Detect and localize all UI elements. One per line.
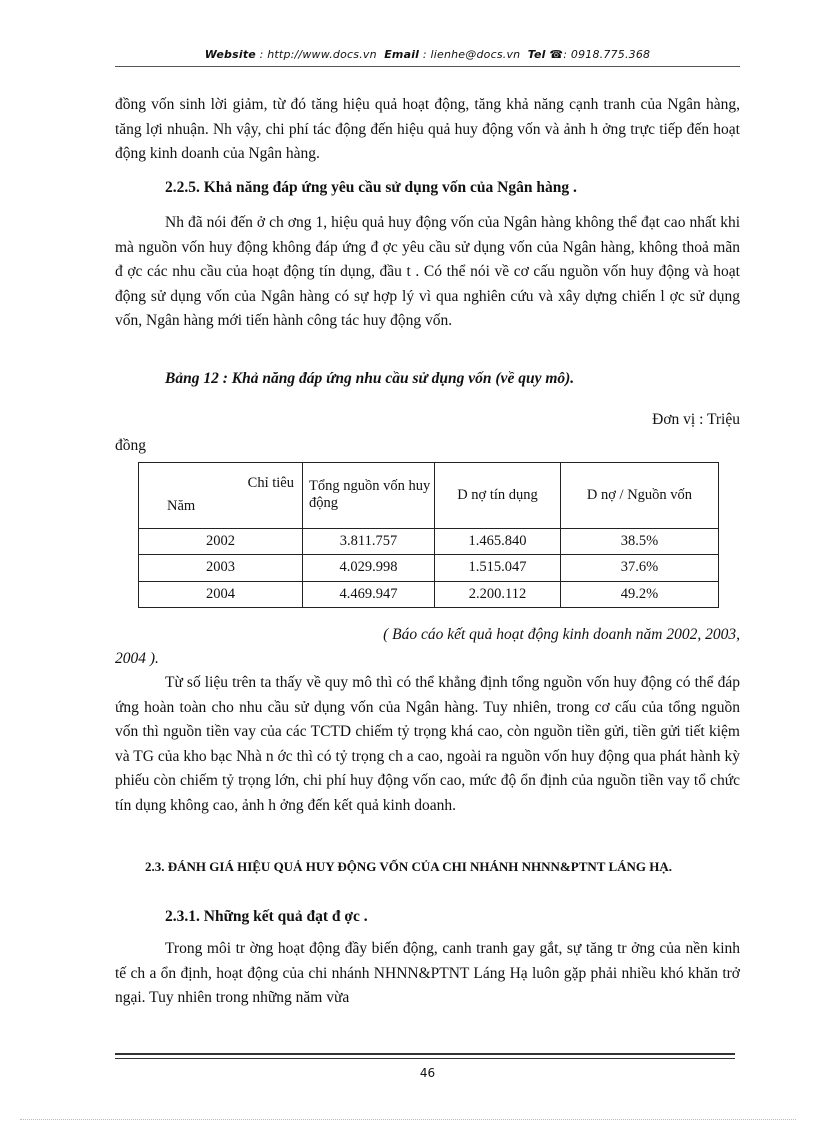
page-number: 46 — [419, 1066, 436, 1080]
tel-label: Tel — [527, 48, 546, 61]
row-ratio: 37.6% — [561, 555, 719, 581]
tel-value: : 0918.775.368 — [563, 48, 651, 61]
section-heading-2-3: 2.3. ĐÁNH GIÁ HIỆU QUẢ HUY ĐỘNG VỐN CỦA CHI NHÁNH NHNN&PTNT LÁNG HẠ. — [145, 859, 673, 874]
corner-top-label: Chỉ tiêu — [247, 475, 294, 492]
capital-usage-table — [138, 462, 719, 608]
page-edge-dots — [20, 1119, 796, 1120]
phone-icon: ☎ — [549, 48, 564, 61]
row-total: 3.811.757 — [303, 528, 435, 554]
website-label: Website — [204, 48, 256, 61]
table-row — [139, 555, 719, 581]
email-value[interactable]: : lienhe@docs.vn — [422, 48, 521, 61]
table-source — [115, 623, 740, 671]
paragraph-2: Nh đã nói đến ở ch ơng 1, hiệu quả huy động vốn của Ngân hàng không thể đạt cao nhất khi mà nguồn vốn huy động không đáp ứng đ ợc yêu cầu sử dụng vốn của Ngân hàng, không thoả mãn đ ợc các nhu cầu của hoạt động tín dụng, đầu t . Có thể nói về cơ cấu nguồn vốn huy động và hoạt động sử dụng vốn của Ngân hàng có sự hợp lý vì qua nghiên cứu và xây dựng chiến l ợc sử dụng vốn, Ngân hàng mới tiến hành công tác huy động vốn. — [115, 214, 740, 329]
table-row — [139, 581, 719, 607]
table-row — [139, 528, 719, 554]
footer-divider — [115, 1053, 735, 1055]
header-divider — [115, 66, 740, 67]
row-year: 2002 — [139, 528, 303, 554]
row-total: 4.029.998 — [303, 555, 435, 581]
website-value[interactable]: : http://www.docs.vn — [259, 48, 377, 61]
row-credit: 2.200.112 — [435, 581, 561, 607]
email-label: Email — [384, 48, 420, 61]
table-caption: Bảng 12 : Khả năng đáp ứng nhu cầu sử dụng vốn (về quy mô). — [165, 370, 575, 387]
unit-label-continued: đồng — [115, 437, 146, 454]
header-credit-balance: D nợ tín dụng — [435, 463, 561, 529]
row-year: 2004 — [139, 581, 303, 607]
paragraph-4: Trong môi tr ờng hoạt động đầy biến động, canh tranh gay gắt, sự tăng tr ởng của nền kinh tế ch a ổn định, hoạt động của chi nhánh NHNN&PTNT Láng Hạ luôn gặp phải nhiều khó khăn trở ngại. Tuy nhiên trong những năm vừa — [115, 940, 740, 1006]
row-year: 2003 — [139, 555, 303, 581]
section-heading-2-3-1: 2.3.1. Những kết quả đạt đ ợc . — [165, 908, 368, 925]
row-ratio: 49.2% — [561, 581, 719, 607]
row-credit: 1.465.840 — [435, 528, 561, 554]
row-ratio: 38.5% — [561, 528, 719, 554]
table-header-row — [139, 463, 719, 529]
section-heading-2-2-5: 2.2.5. Khả năng đáp ứng yêu cầu sử dụng vốn của Ngân hàng . — [165, 179, 577, 196]
table-corner-cell — [139, 463, 303, 529]
unit-label: Đơn vị : Triệu — [652, 411, 740, 428]
row-total: 4.469.947 — [303, 581, 435, 607]
header-total-capital: Tổng nguồn vốn huy động — [303, 463, 435, 529]
source-line-2: 2004 ). — [115, 650, 159, 667]
paragraph-3: Từ số liệu trên ta thấy về quy mô thì có thể khẳng định tổng nguồn vốn huy động có thể đáp ứng hoàn toàn cho nhu cầu sử dụng vốn của Ngân hàng. Tuy nhiên, trong cơ cấu của tổng nguồn vốn thì nguồn tiền vay của các TCTD chiếm tỷ trọng khá cao, còn nguồn tiền gửi, tiền gửi tiết kiệm và TG của kho bạc Nhà n ớc thì có tỷ trọng ch a cao, ngoài ra nguồn vốn huy động qua phát hành kỳ phiếu còn chiếm tỷ trọng lớn, chi phí huy động vốn cao, mức độ ổn định của nguồn tiền vay tổ chức tín dụng không cao, ảnh h ởng đến kết quả kinh doanh. — [115, 674, 740, 814]
corner-bottom-label: Năm — [167, 498, 196, 515]
page-header — [115, 48, 740, 61]
paragraph-1: đồng vốn sinh lời giảm, từ đó tăng hiệu quả hoạt động, tăng khả năng cạnh tranh của Ngân hàng, tăng lợi nhuận. Nh vậy, chi phí tác động đến hiệu quả huy động vốn và ảnh h ởng trực tiếp đến hoạt động kinh doanh của Ngân hàng. — [115, 96, 740, 162]
source-line-1: ( Báo cáo kết quả hoạt động kinh doanh năm 2002, 2003, — [383, 626, 740, 643]
footer-divider-thin — [115, 1058, 735, 1059]
row-credit: 1.515.047 — [435, 555, 561, 581]
header-credit-ratio: D nợ / Nguồn vốn — [561, 463, 719, 529]
